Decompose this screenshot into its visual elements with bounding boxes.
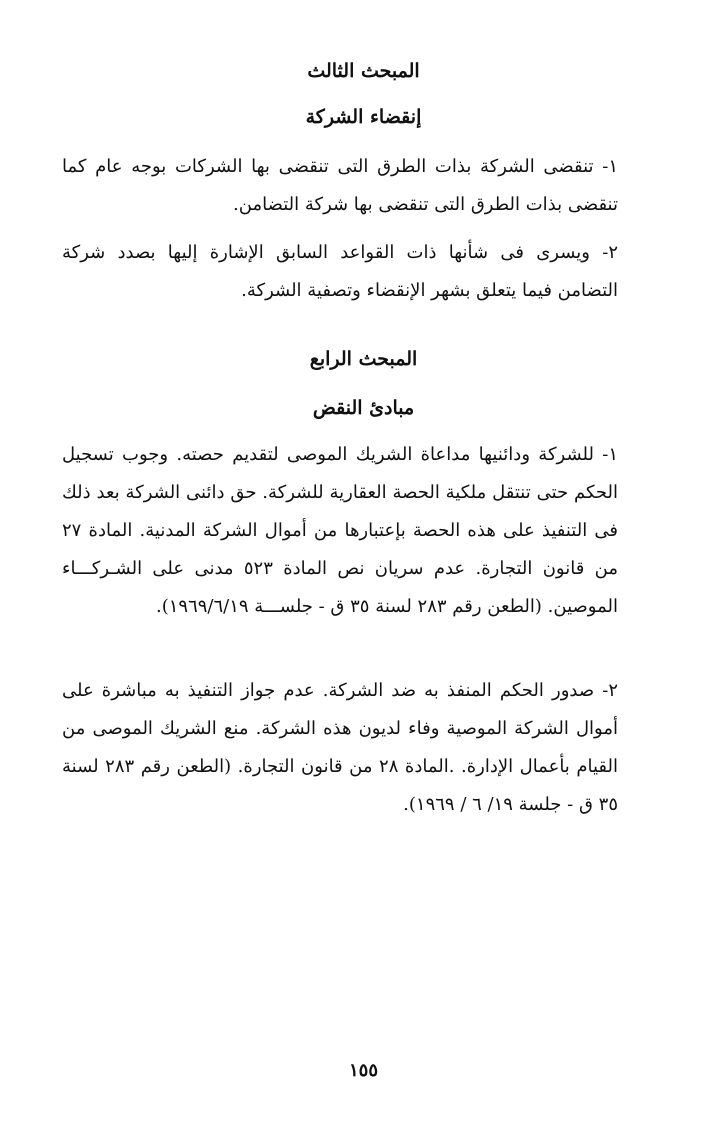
section-4-subheading: مبادئ النقض — [312, 397, 415, 419]
section-3-heading: المبحث الثالث — [307, 60, 420, 82]
page-number: ١٥٥ — [348, 1060, 378, 1081]
section-4-paragraph-2: ٢- صدور الحكم المنفذ به ضد الشركة. عدم جواز التنفيذ به مباشرة على أموال الشركة الموصية وفاء لديون هذه الشركة. منع الشريك الموصى من القيام بأعمال الإدارة. .المادة ٢٨ من قانون التجارة. (الطعن رقم ٢٨٣ لسنة ٣٥ ق - جلسة ١٩/ ٦ / ١٩٦٩). — [62, 680, 618, 815]
section-4-paragraph-1: ١- للشركة ودائنيها مداعاة الشريك الموصى لتقديم حصته. وجوب تسجيل الحكم حتى تنتقل ملكية الحصة العقارية للشركة. حق دائنى الشركة بعد ذلك فى التنفيذ على هذه الحصة بإعتبارها من أموال الشركة المدنية. المادة ٢٧ من قانون التجارة. عدم سريان نص المادة ٥٢٣ مدنى على الشـركـــاء الموصين. (الطعن رقم ٢٨٣ لسنة ٣٥ ق - جلســـة ١٩٦٩/٦/١٩). — [62, 444, 618, 617]
section-3-paragraph-2: ٢- ويسرى فى شأنها ذات القواعد السابق الإشارة إليها بصدد شركة التضامن فيما يتعلق بشهر الإنقضاء وتصفية الشركة. — [62, 242, 618, 301]
section-3-subheading: إنقضاء الشركة — [305, 106, 422, 128]
section-4-heading: المبحث الرابع — [309, 348, 418, 370]
section-3-paragraph-1: ١- تنقضى الشركة بذات الطرق التى تنقضى بها الشركات بوجه عام كما تنقضى بذات الطرق التى تنقضى بها شركة التضامن. — [62, 156, 618, 215]
